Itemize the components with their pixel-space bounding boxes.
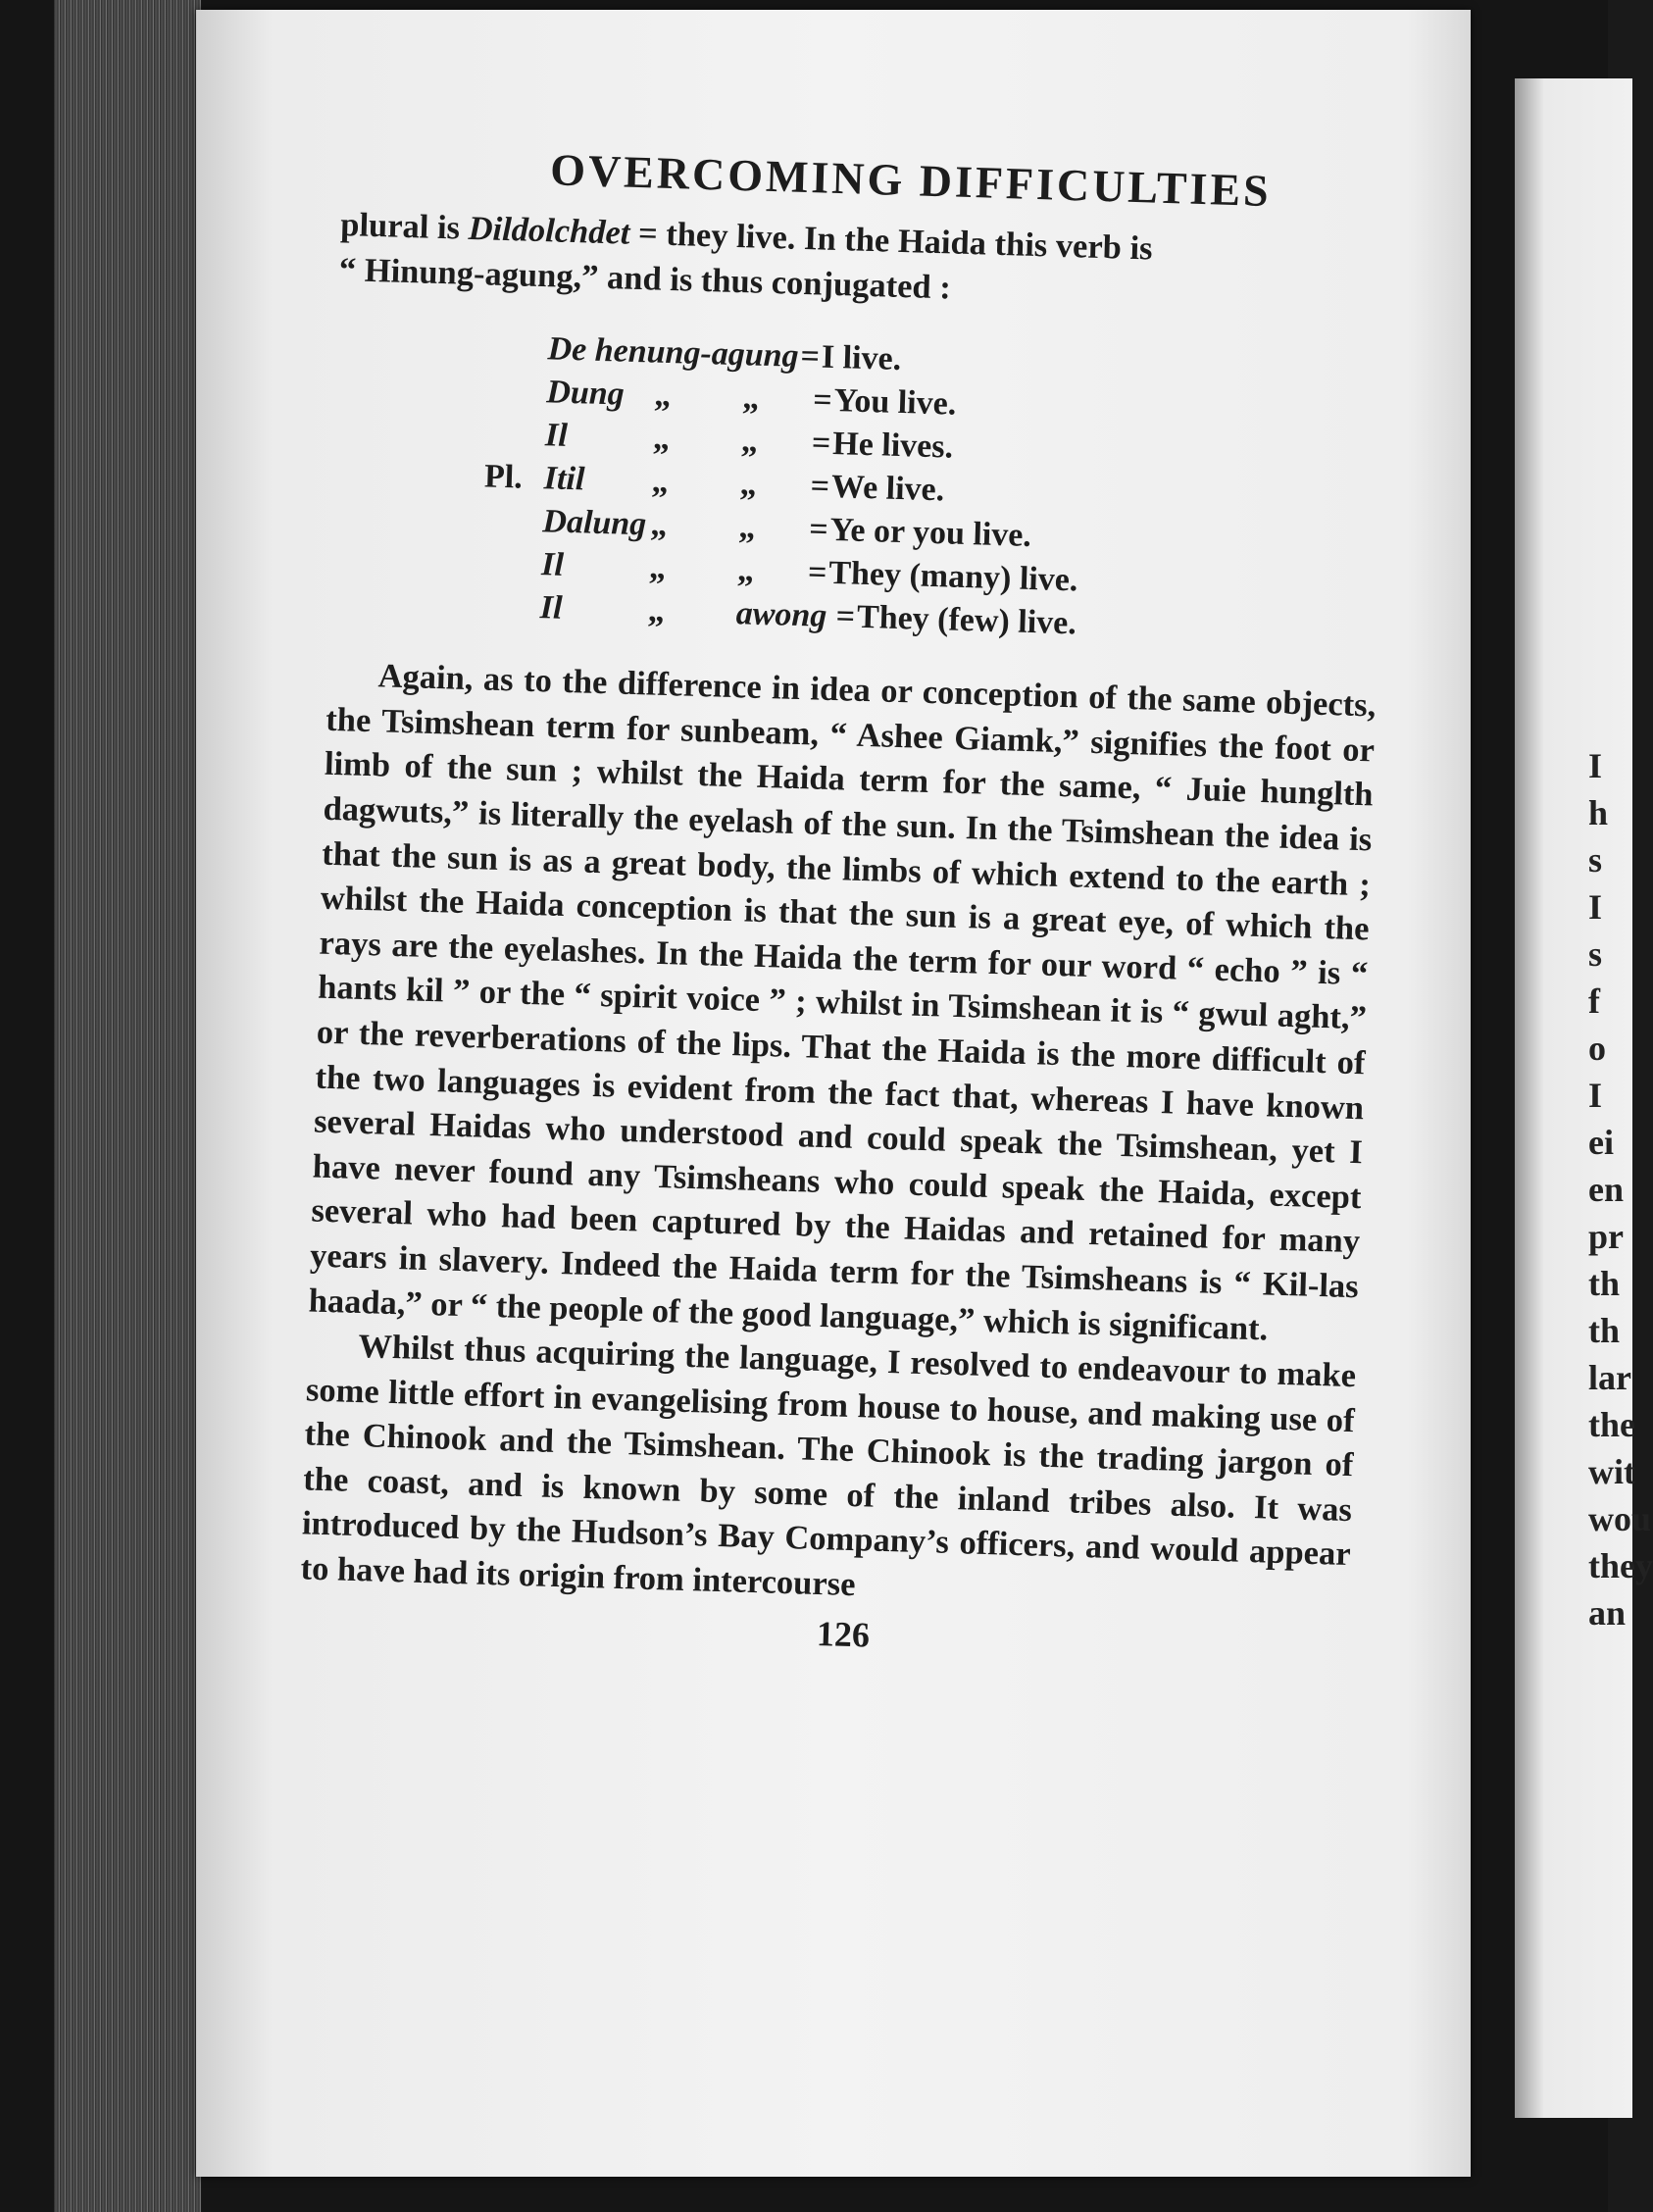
ditto-mark: „ — [648, 549, 667, 587]
paragraph: Whilst thus acquiring the language, I resolved to endeavour to make some little effort in evangelising from house to house, and making use of the Chinook and the Tsimshean. The Chinook is the trading jargon of the coast, and is known by some of the inland tribes also. It was introduced by the Hudson’s Bay Company’s officers, and would appear to have had its origin from intercourse — [300, 1328, 1357, 1604]
running-head: OVERCOMING DIFFICULTIES — [549, 144, 1273, 217]
facing-page-fragment: s — [1588, 934, 1603, 974]
ditto-mark: „ — [737, 509, 756, 546]
equals-sign: = — [812, 381, 833, 420]
intro-line: “ Hinung-agung,” and is thus conjugated : — [338, 250, 952, 307]
ditto-mark: „ — [736, 552, 755, 589]
conjugation-gloss: He lives. — [831, 426, 954, 466]
facing-page-fragment: wou — [1588, 1499, 1652, 1538]
ditto-mark: „ — [652, 420, 671, 458]
facing-page-fragment: I — [1588, 887, 1603, 927]
conjugation-label — [334, 439, 545, 445]
ditto-mark: „ — [651, 463, 670, 501]
equals-sign: = — [808, 511, 829, 549]
facing-page-fragment: an — [1588, 1593, 1627, 1633]
book-page — [196, 10, 1471, 2177]
facing-page-fragment: h — [1588, 793, 1609, 832]
facing-page-fragment: the — [1588, 1405, 1635, 1444]
facing-page-fragment: I — [1588, 746, 1603, 785]
intro-italic-word: Dildolchdet — [468, 209, 630, 252]
conjugation-form: Itil — [543, 460, 585, 498]
equals-sign: = — [835, 598, 856, 635]
facing-page-fragment: they — [1588, 1546, 1653, 1585]
conjugation-gloss: You live. — [833, 382, 957, 423]
page-number: 126 — [816, 1613, 871, 1655]
facing-page-fragment: th — [1588, 1264, 1621, 1303]
conjugation-label — [331, 526, 542, 531]
facing-page-fragment: ei — [1588, 1123, 1614, 1162]
ditto-mark: „ — [653, 377, 672, 415]
facing-page — [1515, 78, 1632, 2118]
conjugation-gloss: Ye or you live. — [829, 512, 1032, 555]
conjugation-label — [336, 353, 547, 359]
facing-page-fragment: I — [1588, 1076, 1603, 1115]
ditto-mark: „ — [741, 379, 760, 417]
conjugation-form: Il — [544, 417, 569, 455]
facing-page-fragment: wit — [1588, 1452, 1635, 1491]
facing-page-fragment: f — [1588, 981, 1600, 1021]
page-edges — [54, 0, 201, 2212]
ditto-mark: „ — [647, 592, 666, 630]
conjugation-table — [328, 322, 1386, 655]
conjugation-label — [329, 612, 540, 618]
ditto-mark: „ — [739, 466, 758, 503]
conjugation-suffix: awong — [735, 595, 827, 635]
facing-page-fragment: o — [1588, 1029, 1606, 1068]
ditto-mark: „ — [649, 506, 668, 544]
page-content — [299, 137, 1392, 1670]
conjugation-form: Dalung — [541, 503, 647, 543]
conjugation-label — [335, 396, 546, 402]
facing-page-fragment: s — [1588, 840, 1603, 880]
conjugation-gloss: I live. — [821, 338, 902, 378]
conjugation-form: Dung — [545, 374, 626, 413]
intro-line: plural is Dildolchdet = they live. In the Haida this verb is — [339, 205, 1154, 268]
conjugation-form: Il — [539, 589, 564, 628]
conjugation-gloss: We live. — [830, 469, 945, 509]
facing-page-fragment: th — [1588, 1311, 1621, 1350]
equals-sign: = — [811, 425, 831, 463]
equals-sign: = — [807, 554, 827, 592]
conjugation-gloss: They (few) live. — [856, 598, 1077, 642]
conjugation-form: Il — [540, 546, 565, 584]
equals-sign: = — [800, 338, 821, 376]
equals-sign: = — [810, 468, 830, 506]
conjugation-form: De henung-agung — [547, 330, 800, 376]
facing-page-fragment: pr — [1588, 1217, 1624, 1256]
facing-page-fragment: en — [1588, 1170, 1624, 1209]
conjugation-label: Pl. — [483, 458, 524, 496]
facing-page-fragment: lar — [1588, 1358, 1631, 1397]
conjugation-label — [330, 569, 541, 575]
conjugation-gloss: They (many) live. — [827, 555, 1078, 599]
ditto-mark: „ — [740, 423, 759, 460]
paragraph: Again, as to the difference in idea or conception of the same objects, the Tsimshean term for sunbeam, “ Ashee Giamk,” signifies the foot or limb of the sun ; whilst the Haida term for the same, “ Juie hunglth dagwuts,” is literally the eyelash of the sun. In the Tsimshean the idea is that the sun is as a great body, the limbs of which extend to the earth ; whilst the Haida conception is that the sun is a great eye, of which the rays are the eyelashes. In the Haida the term for our word “ echo ” is “ hants kil ” or the “ spirit voice ” ; whilst in Tsimshean it is “ gwul aght,” or the reverberations of the lips. That the Haida is the more difficult of the two languages is evident from the fact that, whereas I have known several Haidas who understood and could speak the Tsimshean, yet I have never found any Tsimsheans who could speak the Haida, except several who had been captured by the Haidas and retained for many years in slavery. Indeed the Haida term for the Tsimsheans is “ Kil-las haada,” or “ the people of the good language,” which is significant. — [308, 657, 1377, 1348]
